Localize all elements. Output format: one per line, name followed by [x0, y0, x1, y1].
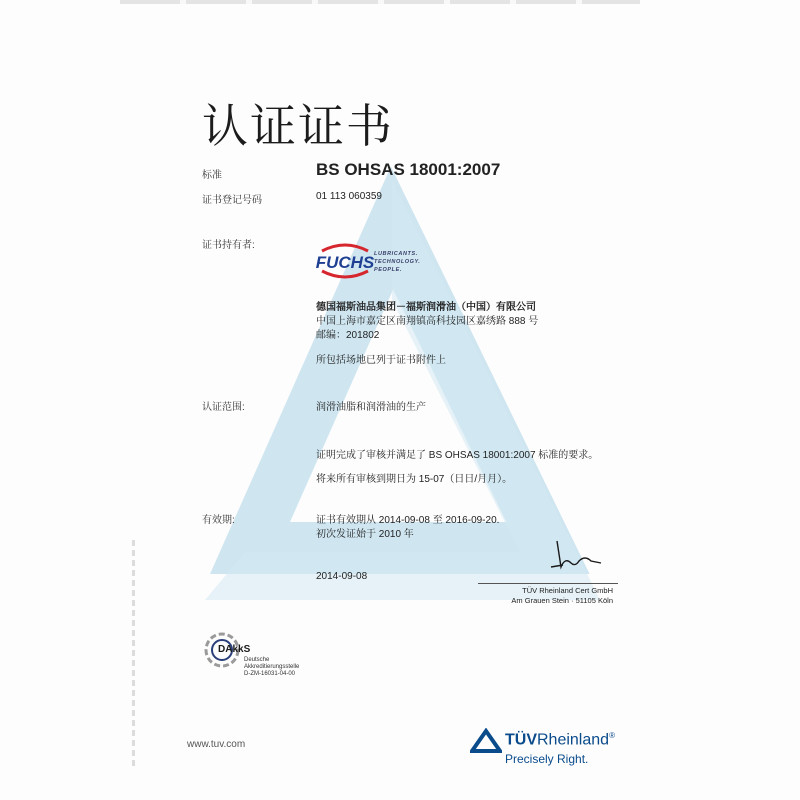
scope-value: 润滑油脂和润滑油的生产	[316, 402, 426, 413]
side-border-strip	[132, 540, 135, 770]
fuchs-tagline-1: LUBRICANTS.	[374, 251, 418, 257]
signature	[545, 537, 605, 577]
dakks-line-1: Deutsche	[244, 657, 270, 663]
dakks-line-2: Akkreditierungsstelle	[244, 664, 300, 670]
fuchs-wordmark: FUCHS	[316, 253, 374, 272]
fuchs-logo	[316, 237, 466, 283]
dakks-mark-text: DAkkS	[218, 644, 251, 655]
holder-postcode: 邮编：201802	[316, 330, 380, 341]
holder-address: 中国上海市嘉定区南翔镇高科技园区嘉绣路 888 号	[316, 316, 539, 327]
tuv-slogan: Precisely Right.	[505, 752, 589, 766]
validity-label: 有效期:	[202, 515, 235, 526]
standard-label: 标准	[202, 170, 222, 181]
sites-note: 所包括场地已列于证书附件上	[316, 355, 446, 366]
tuv-brand-suffix: Rheinland	[537, 731, 610, 749]
issuer-name: TÜV Rheinland Cert GmbH	[522, 586, 613, 595]
fuchs-tagline-3: PEOPLE.	[374, 267, 403, 273]
tuv-registered-mark: ®	[609, 731, 615, 740]
registration-number-label: 证书登记号码	[202, 195, 262, 206]
validity-period: 证书有效期从 2014-09-08 至 2016-09-20.	[316, 515, 500, 526]
signature-line	[478, 583, 618, 584]
dakks-line-3: D-ZM-16031-04-00	[244, 671, 296, 677]
issuer-address: Am Grauen Stein · 51105 Köln	[511, 596, 613, 605]
fuchs-logo-mark	[316, 237, 374, 283]
fuchs-tagline-2: TECHNOLOGY.	[374, 259, 421, 265]
first-issue: 初次发证始于 2010 年	[316, 529, 414, 540]
tuv-brand-name	[505, 731, 615, 749]
footer-url: www.tuv.com	[187, 739, 246, 750]
tuv-brand-prefix: TÜV	[505, 731, 537, 749]
conformity-statement: 证明完成了审核并满足了 BS OHSAS 18001:2007 标准的要求。	[316, 450, 599, 461]
dakks-accreditation-mark	[202, 630, 300, 686]
registration-number-value: 01 113 060359	[316, 191, 382, 202]
scope-label: 认证范围:	[202, 402, 245, 413]
audit-schedule: 将来所有审核到期日为 15-07（日日/月月）。	[316, 474, 513, 485]
issue-date: 2014-09-08	[316, 571, 368, 582]
holder-name: 德国福斯油品集团－福斯润滑油（中国）有限公司	[316, 302, 536, 313]
certificate-title: 认证证书	[202, 99, 394, 153]
holder-label: 证书持有者:	[202, 240, 255, 251]
tuv-triangle-logo-icon	[470, 728, 502, 754]
standard-value: BS OHSAS 18001:2007	[316, 160, 501, 179]
